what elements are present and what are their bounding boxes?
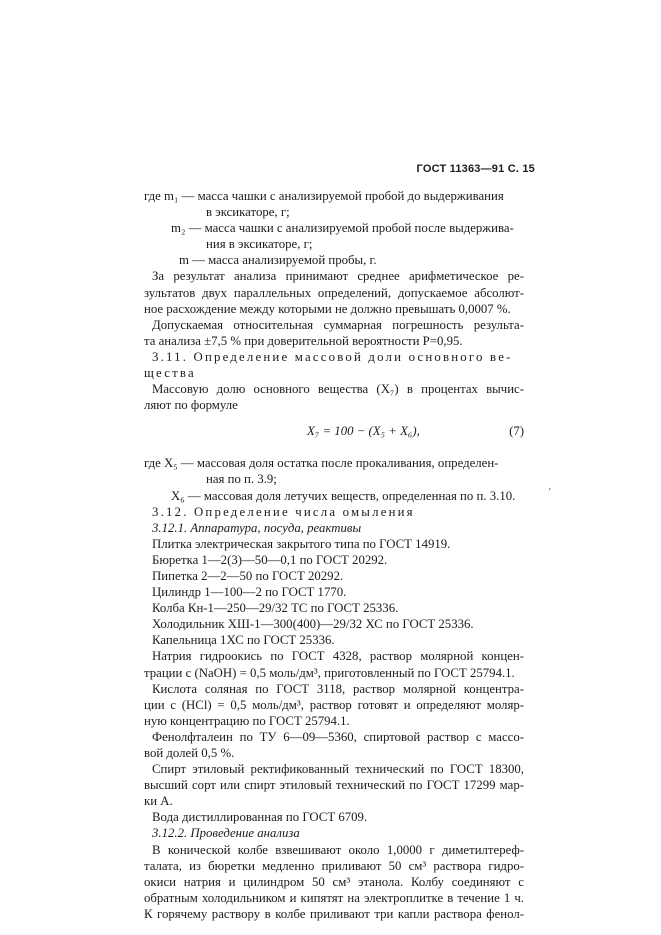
text-line: Допускаемая относительная суммарная погрешность результа-	[152, 317, 524, 332]
text-line: Фенолфталеин по ТУ 6—09—5360, спиртовой раствор с массо-	[152, 729, 524, 744]
formula-expression: X₇ = 100 − (X₅ + X₆),	[307, 424, 420, 439]
text-line: та анализа ±7,5 % при доверительной вероятности P=0,95.	[144, 333, 463, 348]
subsection-heading: 3.12.1. Аппаратура, посуда, реактивы	[152, 520, 362, 535]
text-line: В конической колбе взвешивают около 1,0000 г диметилтереф-	[152, 842, 524, 857]
text-line: За результат анализа принимают среднее арифметическое ре-	[152, 269, 524, 284]
equipment-item: Пипетка 2—2—50 по ГОСТ 20292.	[152, 568, 344, 583]
text-line: где m₁ — масса чашки с анализируемой пробой до выдерживания	[144, 189, 504, 203]
text-line: ции с (HCl) = 0,5 моль/дм³, раствор готовят и определяют моляр-	[144, 697, 524, 712]
text-line: вой долей 0,5 %.	[144, 746, 235, 760]
document-body	[144, 188, 524, 922]
text-line: Кислота соляная по ГОСТ 3118, раствор молярной концентра-	[152, 681, 524, 696]
text-line: зультатов двух параллельных определений, допускаемое абсолют-	[144, 285, 524, 300]
text-line: ния в эксикаторе, г;	[206, 237, 313, 252]
text-line: где X₅ — массовая доля остатка после прокаливания, определен-	[144, 456, 499, 471]
text-line: m — масса анализируемой пробы, г.	[179, 253, 377, 268]
text-line: Спирт этиловый ректификованный технический по ГОСТ 18300,	[152, 762, 524, 777]
equipment-item: Капельница 1ХС по ГОСТ 25336.	[152, 633, 335, 648]
margin-mark: ’	[548, 487, 552, 498]
section-heading-cont: щества	[144, 366, 196, 381]
equipment-item: Холодильник ХШ-1—300(400)—29/32 ХС по ГОСТ 25336.	[152, 617, 474, 632]
text-line: талата, из бюретки медленно приливают 50 см³ раствора гидро-	[144, 858, 524, 873]
text-line: Вода дистиллированная по ГОСТ 6709.	[152, 810, 368, 825]
page-header: ГОСТ 11363—91 С. 15	[416, 163, 535, 175]
equipment-item: Бюретка 1—2(3)—50—0,1 по ГОСТ 20292.	[152, 552, 388, 567]
text-line: в эксикаторе, г;	[206, 205, 290, 220]
text-line: ное расхождение между которыми не должно превышать 0,0007 %.	[144, 301, 511, 316]
text-line: ляют по формуле	[144, 398, 238, 413]
text-line: ки А.	[144, 794, 173, 809]
equipment-item: Цилиндр 1—100—2 по ГОСТ 1770.	[152, 585, 347, 600]
text-line: К горячему раствору в колбе приливают три капли раствора фенол-	[144, 906, 524, 921]
equipment-item: Колба Кн-1—250—29/32 ТС по ГОСТ 25336.	[152, 601, 399, 616]
text-line: окиси натрия и цилиндром 50 см³ этанола. Колбу соединяют с	[144, 874, 524, 889]
formula-number: (7)	[509, 424, 524, 439]
formula-7	[144, 419, 524, 445]
equipment-item: Плитка электрическая закрытого типа по ГОСТ 14919.	[152, 536, 451, 551]
text-line: трации с (NaOH) = 0,5 моль/дм³, приготовленный по ГОСТ 25794.1.	[144, 665, 515, 680]
text-line: обратным холодильником и кипятят на электроплитке в течение 1 ч.	[144, 890, 524, 905]
section-heading: 3.12. Определение числа омыления	[152, 504, 415, 519]
text-line: ная по п. 3.9;	[206, 472, 277, 487]
text-line: высший сорт или спирт этиловый технический по ГОСТ 17299 мар-	[144, 778, 524, 793]
text-line: X₆ — массовая доля летучих веществ, определенная по п. 3.10.	[171, 488, 516, 503]
text-line: Массовую долю основного вещества (X₇) в процентах вычис-	[152, 382, 524, 397]
text-line: Натрия гидроокись по ГОСТ 4328, раствор молярной концен-	[152, 649, 524, 664]
section-heading: 3.11. Определение массовой доли основного ве-	[152, 349, 513, 364]
text-line: ную концентрацию по ГОСТ 25794.1.	[144, 713, 350, 728]
subsection-heading: 3.12.2. Проведение анализа	[152, 826, 300, 841]
text-line: m₂ — масса чашки с анализируемой пробой после выдержива-	[171, 221, 514, 236]
